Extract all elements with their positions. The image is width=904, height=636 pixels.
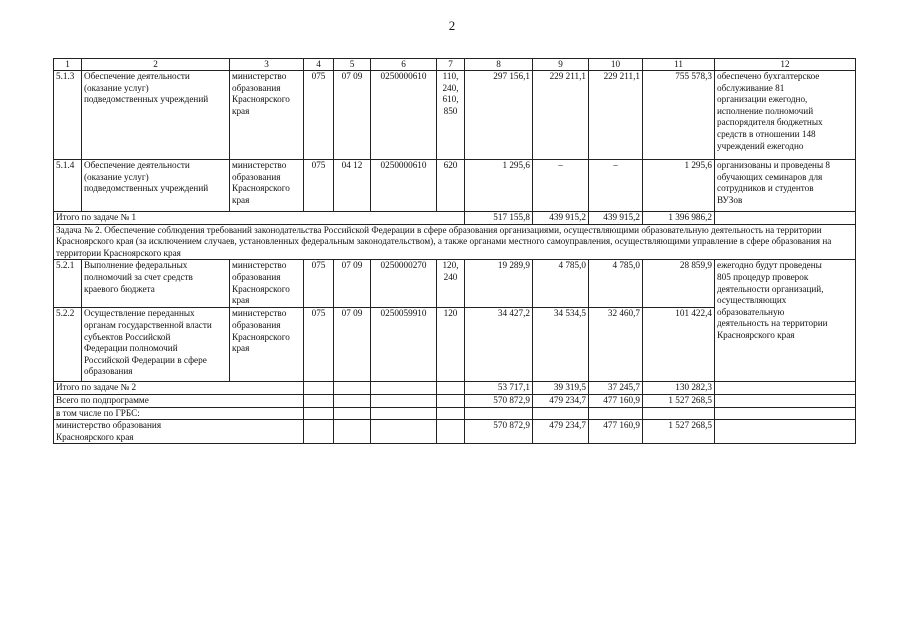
cell-col7: 120 [437,308,465,382]
cell-col9: 4 785,0 [533,260,589,308]
cell-col9: – [533,160,589,212]
column-number: 7 [437,59,465,71]
cell-col7: 620 [437,160,465,212]
total-task2-row [54,382,856,395]
total-task1-row [54,212,856,225]
column-number: 9 [533,59,589,71]
cell-col6: 0250000610 [371,160,437,212]
cell-col11: 755 578,3 [643,71,715,160]
cell-col4: 075 [304,260,334,308]
cell-col9: 34 534,5 [533,308,589,382]
cell-col10: 477 160,9 [589,394,643,407]
row-code: 5.1.4 [54,160,82,212]
column-number: 6 [371,59,437,71]
cell-col10: 229 211,1 [589,71,643,160]
column-number: 10 [589,59,643,71]
cell-col9: 39 319,5 [533,382,589,395]
cell-col4: 075 [304,71,334,160]
cell-col5: 07 09 [334,71,371,160]
cell-col9: 229 211,1 [533,71,589,160]
cell-col10: 477 160,9 [589,420,643,444]
cell-col6: 0250059910 [371,308,437,382]
row-name: Осуществление переданных органам государственной власти субъектов Российской Федерации полномочий Российской Федерации в сфере образования [82,308,230,382]
table-row-5-1-3 [54,71,856,160]
ministry-label: министерство образования Красноярского края [54,420,304,444]
cell-col11: 1 396 986,2 [643,212,715,225]
total-label: Итого по задаче № 2 [54,382,304,395]
cell-col11: 28 859,9 [643,260,715,308]
row-grbs: министерство образования Красноярского края [230,260,304,308]
row-code: 5.2.1 [54,260,82,308]
cell-col6: 0250000610 [371,71,437,160]
cell-col6: 0250000270 [371,260,437,308]
cell-col7: 120, 240 [437,260,465,308]
row-name: Обеспечение деятельности (оказание услуг) подведомственных учреждений [82,160,230,212]
total-label: Итого по задаче № 1 [54,212,465,225]
page-number: 2 [448,18,456,33]
column-number: 4 [304,59,334,71]
cell-col7: 110, 240, 610, 850 [437,71,465,160]
column-number: 12 [715,59,856,71]
cell-col9: 439 915,2 [533,212,589,225]
cell-col12: обеспечено бухгалтерское обслуживание 81 организации ежегодно, исполнение полномочий распорядителя бюджетных средств в отношении 148 учреждений ежегодно [715,71,856,160]
cell-col5: 04 12 [334,160,371,212]
column-number: 3 [230,59,304,71]
cell-col11: 1 295,6 [643,160,715,212]
table-row-5-1-4 [54,160,856,212]
table-row-5-2-1 [54,260,856,308]
cell-col11: 1 527 268,5 [643,394,715,407]
cell-col8: 53 717,1 [465,382,533,395]
cell-col10: – [589,160,643,212]
cell-col11: 1 527 268,5 [643,420,715,444]
task2-heading-row [54,224,856,260]
column-number: 1 [54,59,82,71]
row-grbs: министерство образования Красноярского края [230,71,304,160]
cell-col8: 297 156,1 [465,71,533,160]
including-grbs-row [54,407,856,420]
cell-col4: 075 [304,160,334,212]
total-subprogram-row [54,394,856,407]
row-name: Выполнение федеральных полномочий за счет средств краевого бюджета [82,260,230,308]
cell-col5: 07 09 [334,260,371,308]
row-code: 5.1.3 [54,71,82,160]
total-label: Всего по подпрограмме [54,394,304,407]
cell-col8: 34 427,2 [465,308,533,382]
cell-col10: 37 245,7 [589,382,643,395]
column-number: 5 [334,59,371,71]
cell-col10: 4 785,0 [589,260,643,308]
cell-col12: организованы и проведены 8 обучающих семинаров для сотрудников и студентов ВУЗов [715,160,856,212]
cell-col4: 075 [304,308,334,382]
cell-col8: 517 155,8 [465,212,533,225]
cell-col8: 570 872,9 [465,394,533,407]
row-name: Обеспечение деятельности (оказание услуг) подведомственных учреждений [82,71,230,160]
row-grbs: министерство образования Красноярского края [230,160,304,212]
task2-heading: Задача № 2. Обеспечение соблюдения требований законодательства Российской Федерации в сфере образования организациями, осуществляющими образовательную деятельность на территории Красноярского края (за исключением случаев, установленных федеральным законодательством), а также органами местного самоуправления, осуществляющими управление в сфере образования на территории Красноярского края [54,224,856,260]
cell-col9: 479 234,7 [533,394,589,407]
column-number: 2 [82,59,230,71]
cell-col10: 32 460,7 [589,308,643,382]
cell-col11: 101 422,4 [643,308,715,382]
column-number: 11 [643,59,715,71]
cell-col12: ежегодно будут проведены 805 процедур проверок деятельности организаций, осуществляющих образовательную деятельность на территории Красноярского края [715,260,856,382]
cell-col8: 19 289,9 [465,260,533,308]
including-grbs-label: в том числе по ГРБС: [54,407,304,420]
cell-col8: 1 295,6 [465,160,533,212]
cell-col11: 130 282,3 [643,382,715,395]
cell-col10: 439 915,2 [589,212,643,225]
budget-table [53,58,856,444]
ministry-row [54,420,856,444]
column-number-row [54,59,856,71]
row-code: 5.2.2 [54,308,82,382]
cell-col9: 479 234,7 [533,420,589,444]
cell-col8: 570 872,9 [465,420,533,444]
row-grbs: министерство образования Красноярского края [230,308,304,382]
cell-col12 [715,212,856,225]
cell-col5: 07 09 [334,308,371,382]
column-number: 8 [465,59,533,71]
